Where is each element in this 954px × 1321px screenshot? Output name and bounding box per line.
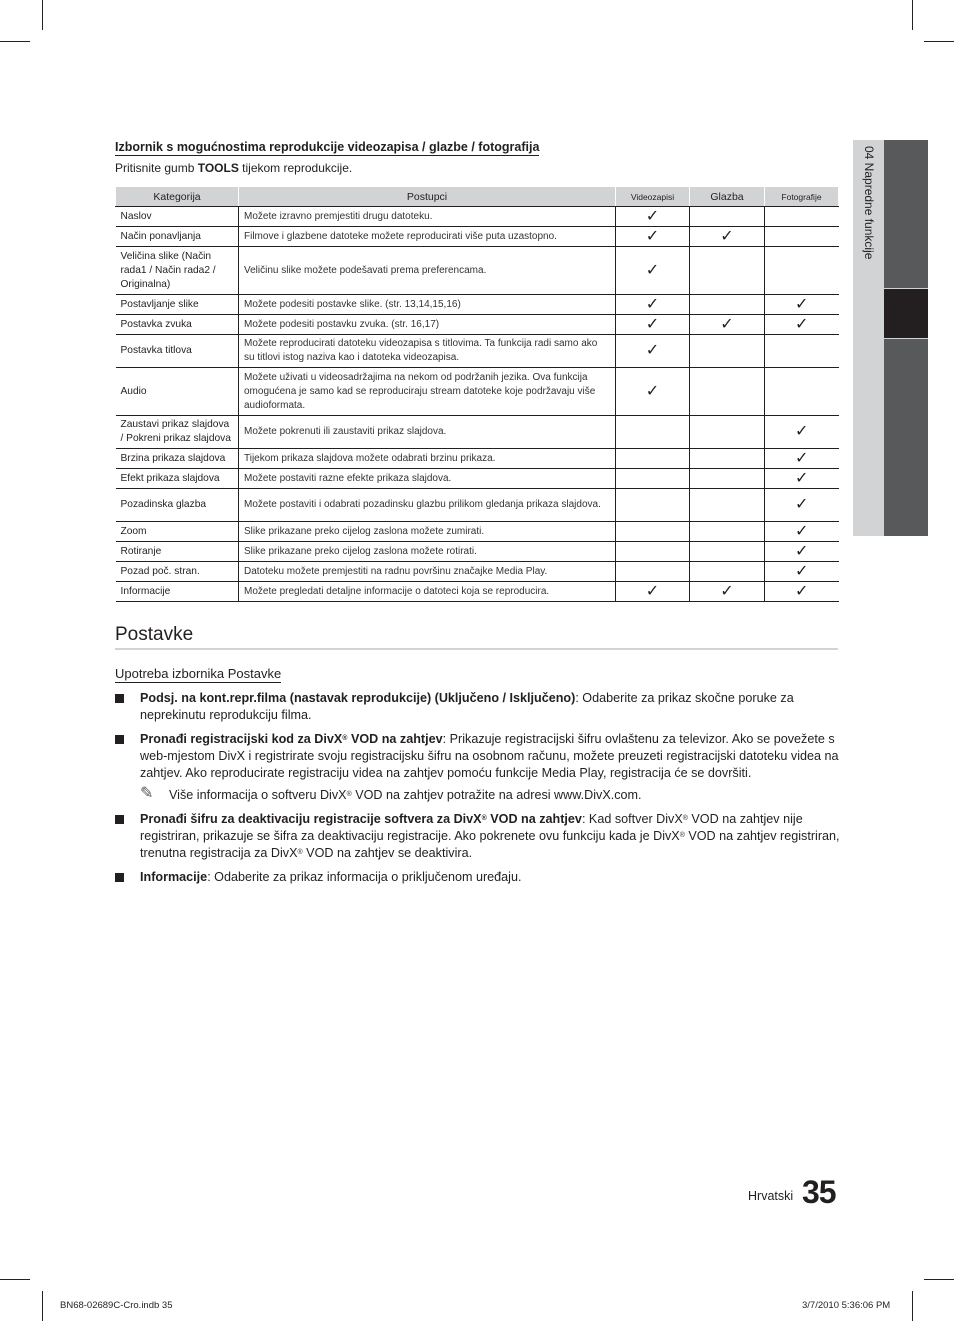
cell-category: Rotiranje (116, 542, 239, 562)
checkmark-icon: ✓ (645, 295, 660, 313)
check-photos-cell (765, 247, 839, 295)
cell-procedure: Tijekom prikaza slajdova možete odabrati brzinu prikaza. (239, 449, 616, 469)
table-row (116, 542, 839, 562)
check-videos-cell (616, 562, 690, 582)
checkmark-icon: ✓ (795, 295, 809, 313)
list-item: Podsj. na kont.repr.filma (nastavak reprodukcije) (Uključeno / Isključeno): Odaberite za prikaz skočne poruke za neprekinutu reprodukciju filma. (115, 690, 840, 724)
check-photos-cell (765, 469, 839, 489)
cell-procedure: Možete postaviti i odabrati pozadinsku glazbu prilikom gledanja prikaza slajdova. (239, 489, 616, 522)
check-videos-cell (616, 227, 690, 247)
check-photos-cell (765, 449, 839, 469)
check-music-cell (690, 207, 765, 227)
cell-category: Naslov (116, 207, 239, 227)
intro-text: Pritisnite gumb TOOLS tijekom reprodukcije. (115, 161, 353, 175)
check-music-cell (690, 315, 765, 335)
check-music-cell (690, 295, 765, 315)
footer-language: Hrvatski (748, 1189, 794, 1203)
table-row (116, 416, 839, 449)
crop-mark (42, 0, 43, 30)
check-music-cell (690, 368, 765, 416)
check-photos-cell (765, 368, 839, 416)
pencil-icon: ✎ (140, 785, 154, 802)
cell-procedure: Veličinu slike možete podešavati prema preferencama. (239, 247, 616, 295)
check-videos-cell (616, 582, 690, 602)
header-procedures: Postupci (239, 187, 616, 207)
print-date: 3/7/2010 5:36:06 PM (802, 1300, 891, 1311)
cell-category: Način ponavljanja (116, 227, 239, 247)
check-music-cell (690, 227, 765, 247)
cell-procedure: Možete izravno premjestiti drugu datoteku. (239, 207, 616, 227)
cell-procedure: Možete podesiti postavke slike. (str. 13,14,15,16) (239, 295, 616, 315)
crop-mark (924, 1279, 954, 1280)
check-photos-cell (765, 207, 839, 227)
checkmark-icon: ✓ (645, 227, 660, 245)
table-row (116, 247, 839, 295)
list-item: Pronađi šifru za deaktivaciju registracije softvera za DivX® VOD na zahtjev: Kad softver DivX® VOD na zahtjev nije registriran, prikazuje se šifra za deaktivaciju registracije. Ako pokrenete ovu funkciju kada je DivX® VOD na zahtjev registriran, trenutna registracija za DivX® VOD na zahtjev se deaktivira. (115, 811, 840, 862)
check-videos-cell (616, 207, 690, 227)
check-music-cell (690, 489, 765, 522)
check-videos-cell (616, 247, 690, 295)
check-photos-cell (765, 522, 839, 542)
check-photos-cell (765, 489, 839, 522)
cell-procedure: Slike prikazane preko cijelog zaslona možete rotirati. (239, 542, 616, 562)
table-row (116, 207, 839, 227)
check-videos-cell (616, 489, 690, 522)
chapter-label: 04 Napredne funkcije (862, 146, 876, 260)
checkmark-icon: ✓ (645, 261, 660, 279)
crop-mark (912, 1291, 913, 1321)
chapter-tab-active (884, 289, 928, 338)
checkmark-icon: ✓ (795, 582, 809, 600)
page-title: Postavke (115, 624, 194, 645)
note: ✎ Više informacija o softveru DivX® VOD na zahtjev potražite na adresi www.DivX.com. (140, 785, 642, 802)
cell-category: Zaustavi prikaz slajdova / Pokreni prikaz slajdova (116, 416, 239, 449)
cell-procedure: Možete podesiti postavku zvuka. (str. 16,17) (239, 315, 616, 335)
header-photos: Fotografije (765, 187, 839, 207)
cell-category: Postavka titlova (116, 335, 239, 368)
cell-procedure: Možete uživati u videosadržajima na nekom od podržanih jezika. Ova funkcija omogućena je samo kad se reproduciraju stream datoteke koje podržavaju više audioformata. (239, 368, 616, 416)
checkmark-icon: ✓ (795, 315, 809, 333)
table-row (116, 295, 839, 315)
check-videos-cell (616, 335, 690, 368)
cell-category: Pozad poč. stran. (116, 562, 239, 582)
page-number: 35 (802, 1174, 836, 1210)
check-music-cell (690, 247, 765, 295)
cell-procedure: Možete postaviti razne efekte prikaza slajdova. (239, 469, 616, 489)
table-row (116, 522, 839, 542)
checkmark-icon: ✓ (645, 382, 660, 400)
checkmark-icon: ✓ (795, 496, 809, 513)
bullet-square (115, 694, 124, 703)
check-photos-cell (765, 542, 839, 562)
crop-mark (42, 1291, 43, 1321)
table-row (116, 489, 839, 522)
check-photos-cell (765, 295, 839, 315)
check-music-cell (690, 335, 765, 368)
subheading: Upotreba izbornika Postavke (115, 666, 282, 681)
table-row (116, 227, 839, 247)
bullet-square (115, 873, 124, 882)
header-videos: Videozapisi (616, 187, 690, 207)
check-music-cell (690, 522, 765, 542)
cell-category: Informacije (116, 582, 239, 602)
checkmark-icon: ✓ (645, 582, 660, 600)
title-divider (115, 648, 838, 650)
cell-category: Postavljanje slike (116, 295, 239, 315)
table-row (116, 449, 839, 469)
table-row (116, 562, 839, 582)
cell-category: Pozadinska glazba (116, 489, 239, 522)
bullet-square (115, 815, 124, 824)
check-videos-cell (616, 542, 690, 562)
check-photos-cell (765, 315, 839, 335)
table-row (116, 335, 839, 368)
cell-category: Veličina slike (Način rada1 / Način rada2 / Originalna) (116, 247, 239, 295)
cell-procedure: Možete reproducirati datoteku videozapisa s titlovima. Ta funkcija radi samo ako su titlovi istog naziva kao i datoteka videozapisa. (239, 335, 616, 368)
table-row (116, 582, 839, 602)
check-videos-cell (616, 469, 690, 489)
crop-mark (924, 41, 954, 42)
cell-procedure: Datoteku možete premjestiti na radnu površinu značajke Media Play. (239, 562, 616, 582)
checkmark-icon: ✓ (645, 342, 660, 359)
tools-key: TOOLS (197, 161, 239, 175)
checkmark-icon: ✓ (720, 227, 734, 245)
check-videos-cell (616, 449, 690, 469)
cell-category: Zoom (116, 522, 239, 542)
check-music-cell (690, 542, 765, 562)
crop-mark (0, 1279, 30, 1280)
checkmark-icon: ✓ (795, 469, 809, 487)
check-photos-cell (765, 562, 839, 582)
cell-category: Postavka zvuka (116, 315, 239, 335)
check-videos-cell (616, 522, 690, 542)
checkmark-icon: ✓ (795, 449, 809, 467)
settings-list (115, 690, 840, 893)
check-music-cell (690, 449, 765, 469)
crop-mark (0, 41, 30, 42)
cell-procedure: Slike prikazane preko cijelog zaslona možete zumirati. (239, 522, 616, 542)
options-table (115, 186, 839, 602)
section-heading: Izbornik s mogućnostima reprodukcije videozapisa / glazbe / fotografija (115, 140, 540, 154)
header-category: Kategorija (116, 187, 239, 207)
check-photos-cell (765, 227, 839, 247)
check-videos-cell (616, 295, 690, 315)
checkmark-icon: ✓ (795, 423, 809, 440)
cell-category: Audio (116, 368, 239, 416)
cell-procedure: Filmove i glazbene datoteke možete reproducirati više puta uzastopno. (239, 227, 616, 247)
checkmark-icon: ✓ (795, 522, 809, 540)
check-photos-cell (765, 416, 839, 449)
cell-procedure: Možete pokrenuti ili zaustaviti prikaz slajdova. (239, 416, 616, 449)
checkmark-icon: ✓ (645, 315, 660, 333)
bullet-square (115, 735, 124, 744)
check-music-cell (690, 416, 765, 449)
print-file-info: BN68-02689C-Cro.indb 35 (60, 1300, 173, 1311)
check-music-cell (690, 582, 765, 602)
check-photos-cell (765, 335, 839, 368)
checkmark-icon: ✓ (795, 562, 809, 580)
table-row (116, 469, 839, 489)
checkmark-icon: ✓ (645, 207, 660, 225)
cell-category: Brzina prikaza slajdova (116, 449, 239, 469)
crop-mark (912, 0, 913, 30)
checkmark-icon: ✓ (720, 582, 734, 600)
check-music-cell (690, 562, 765, 582)
cell-procedure: Možete pregledati detaljne informacije o datoteci koja se reproducira. (239, 582, 616, 602)
checkmark-icon: ✓ (720, 315, 734, 333)
table-row (116, 368, 839, 416)
table-row (116, 315, 839, 335)
check-videos-cell (616, 368, 690, 416)
header-music: Glazba (690, 187, 765, 207)
cell-category: Efekt prikaza slajdova (116, 469, 239, 489)
chapter-tab-divider (884, 288, 928, 289)
list-item: Pronađi registracijski kod za DivX® VOD na zahtjev: Prikazuje registracijski šifru ovlaštenu za televizor. Ako se povežete s web-mjestom DivX i registrirate svoju registracijsku šifru na osobnom računu, možete preuzeti registracijski datoteku videa na zahtjev. Ako reproducirate registraciju videa na zahtjev pomoću funkcije Media Play, registracija će se dovršiti. (115, 731, 840, 782)
checkmark-icon: ✓ (795, 542, 809, 560)
check-music-cell (690, 469, 765, 489)
check-photos-cell (765, 582, 839, 602)
table-header-row (116, 187, 839, 207)
check-videos-cell (616, 315, 690, 335)
chapter-tab-divider (884, 338, 928, 339)
list-item: Informacije: Odaberite za prikaz informacija o priključenom uređaju. (115, 869, 840, 886)
check-videos-cell (616, 416, 690, 449)
